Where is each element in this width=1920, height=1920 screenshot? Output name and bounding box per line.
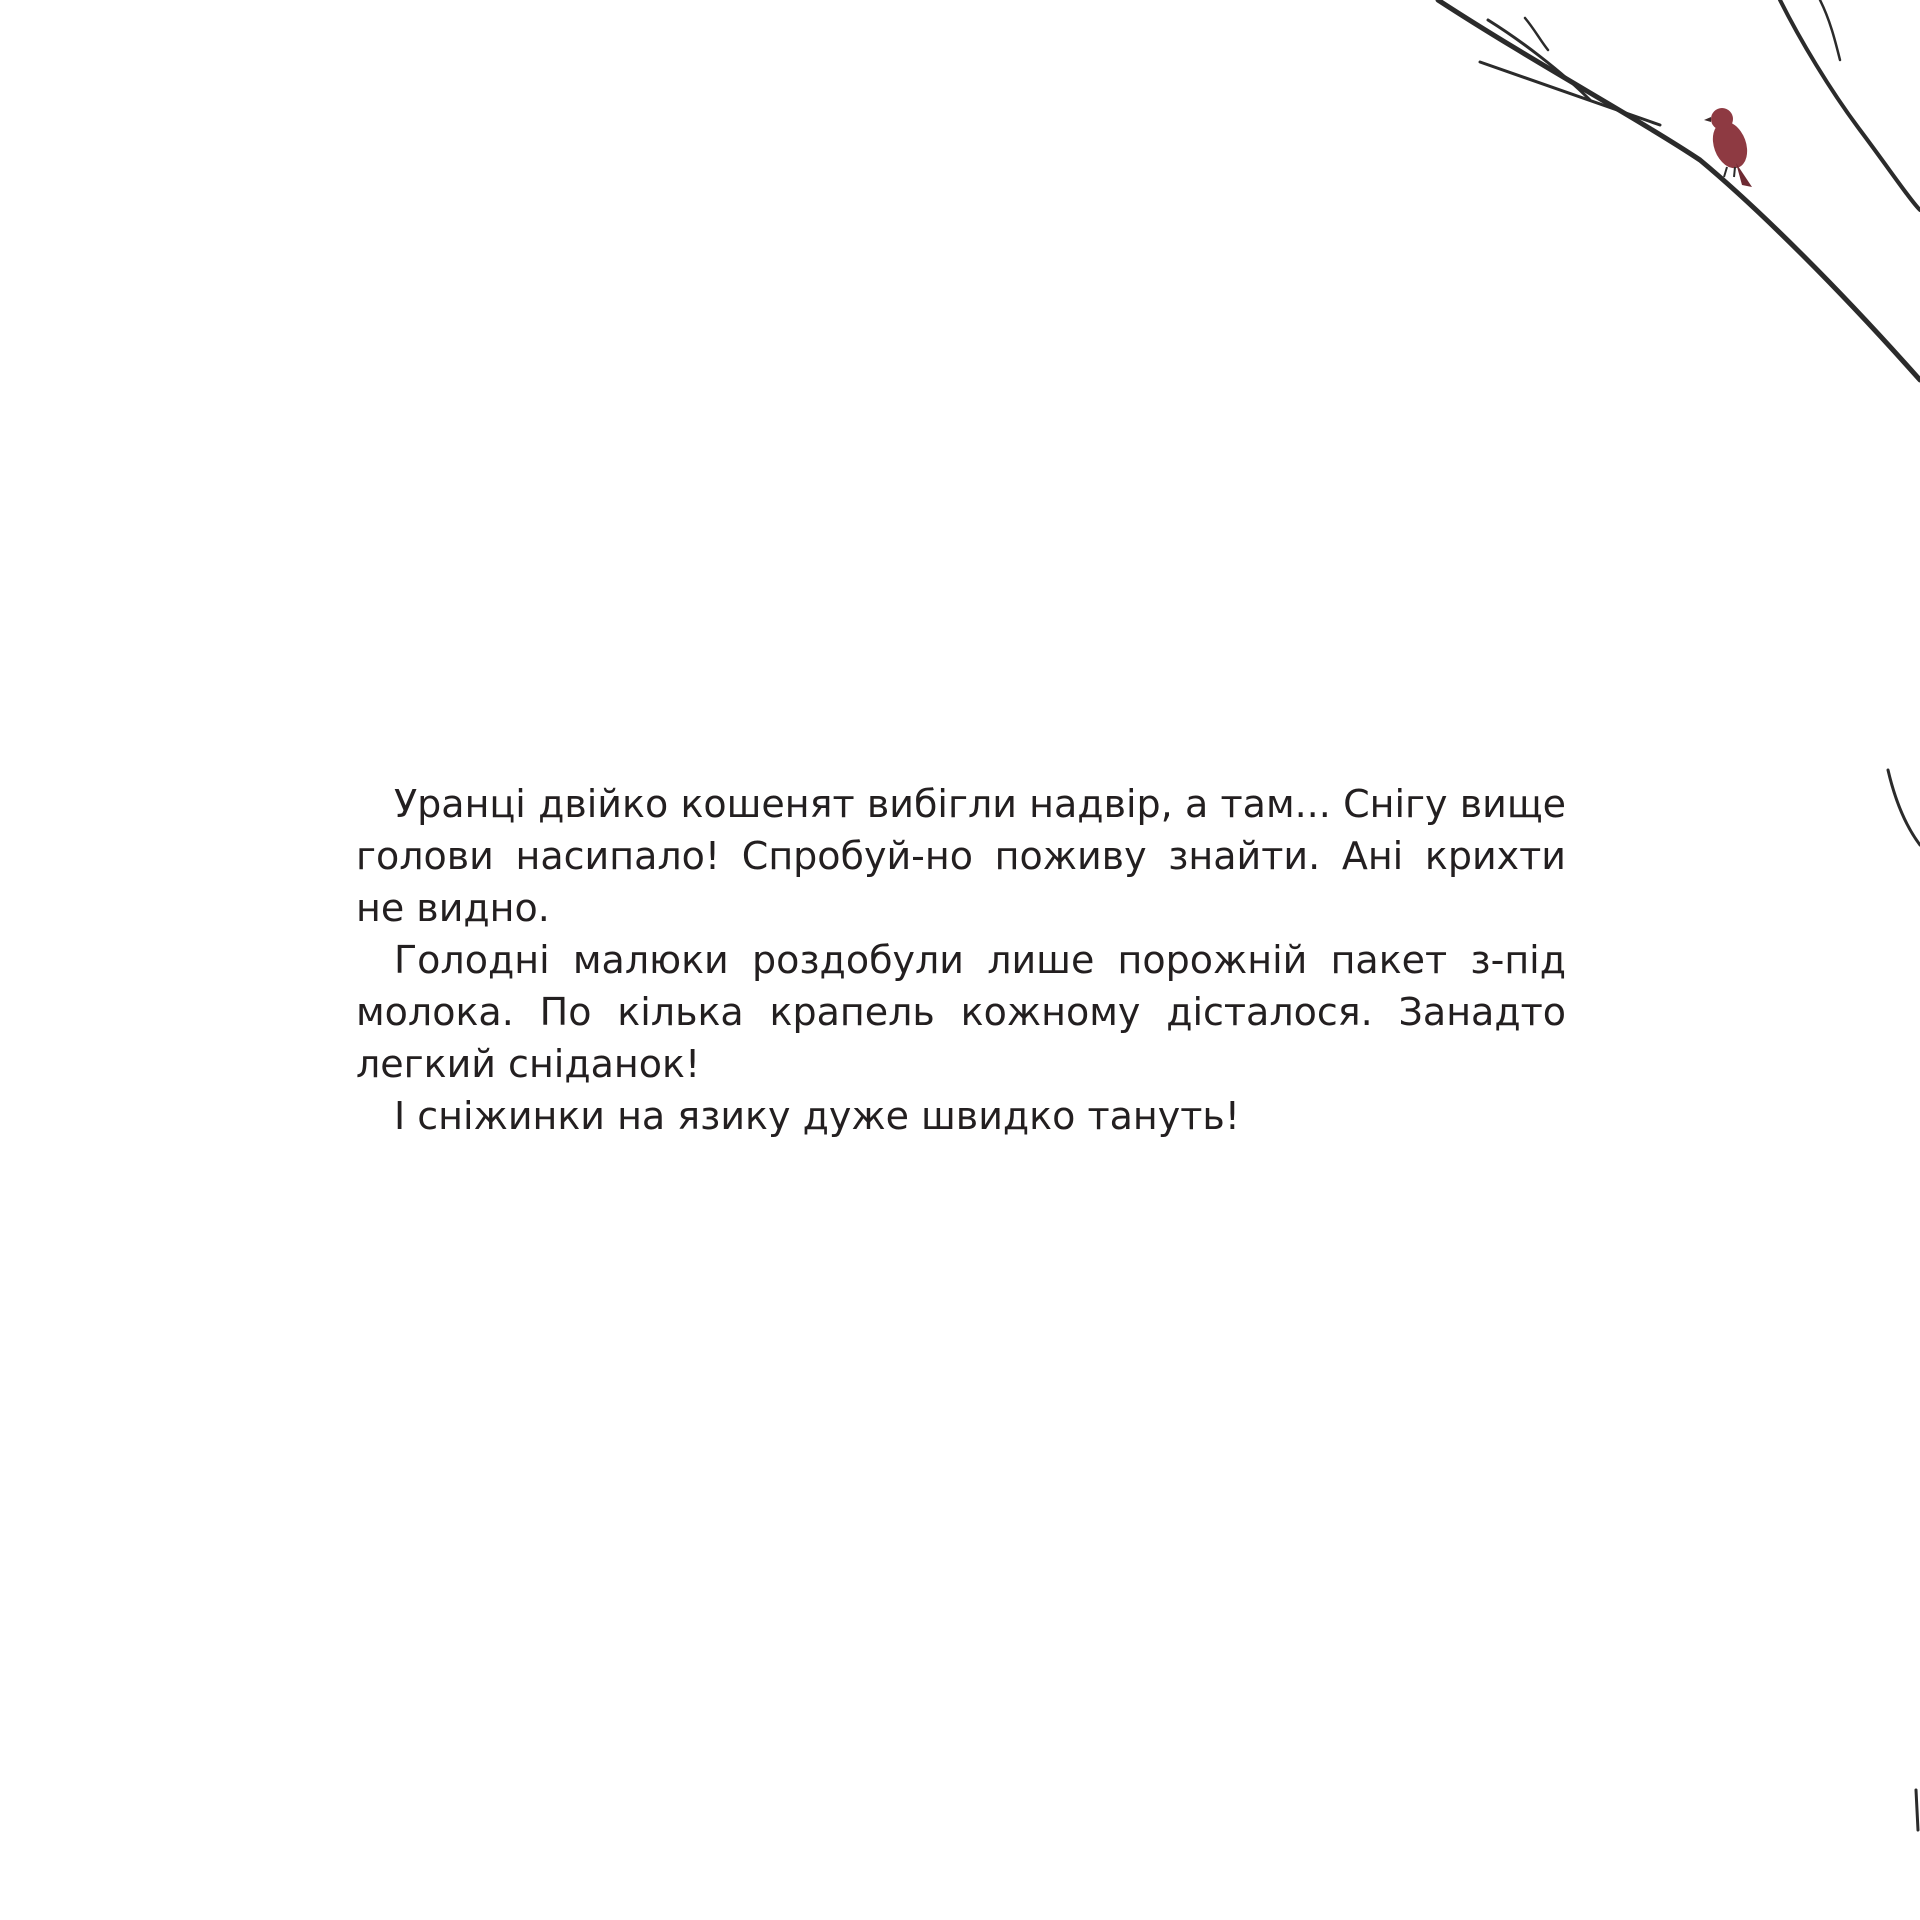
- right-twig: [1820, 0, 1840, 60]
- story-paragraph: Голодні малюки роздобули лише порожній пакет з-під молока. По кілька крапель кожному дісталося. Занадто легкий сніданок!: [356, 938, 1566, 1086]
- right-branch: [1780, 0, 1920, 210]
- main-branch: [1438, 0, 1920, 380]
- story-paragraph: Уранці двійко кошенят вибігли надвір, а там... Снігу вище голови насипало! Спробуй-но поживу знайти. Ані крихти не видно.: [356, 782, 1566, 930]
- story-text: [356, 778, 1566, 1142]
- bottom-right-twig: [1916, 1790, 1918, 1830]
- lower-right-twig: [1888, 770, 1920, 845]
- side-branch-left: [1480, 62, 1660, 125]
- bird-icon: [1704, 108, 1753, 187]
- story-paragraph: І сніжинки на язику дуже швидко тануть!: [394, 1094, 1240, 1138]
- side-branch-twig: [1525, 18, 1548, 50]
